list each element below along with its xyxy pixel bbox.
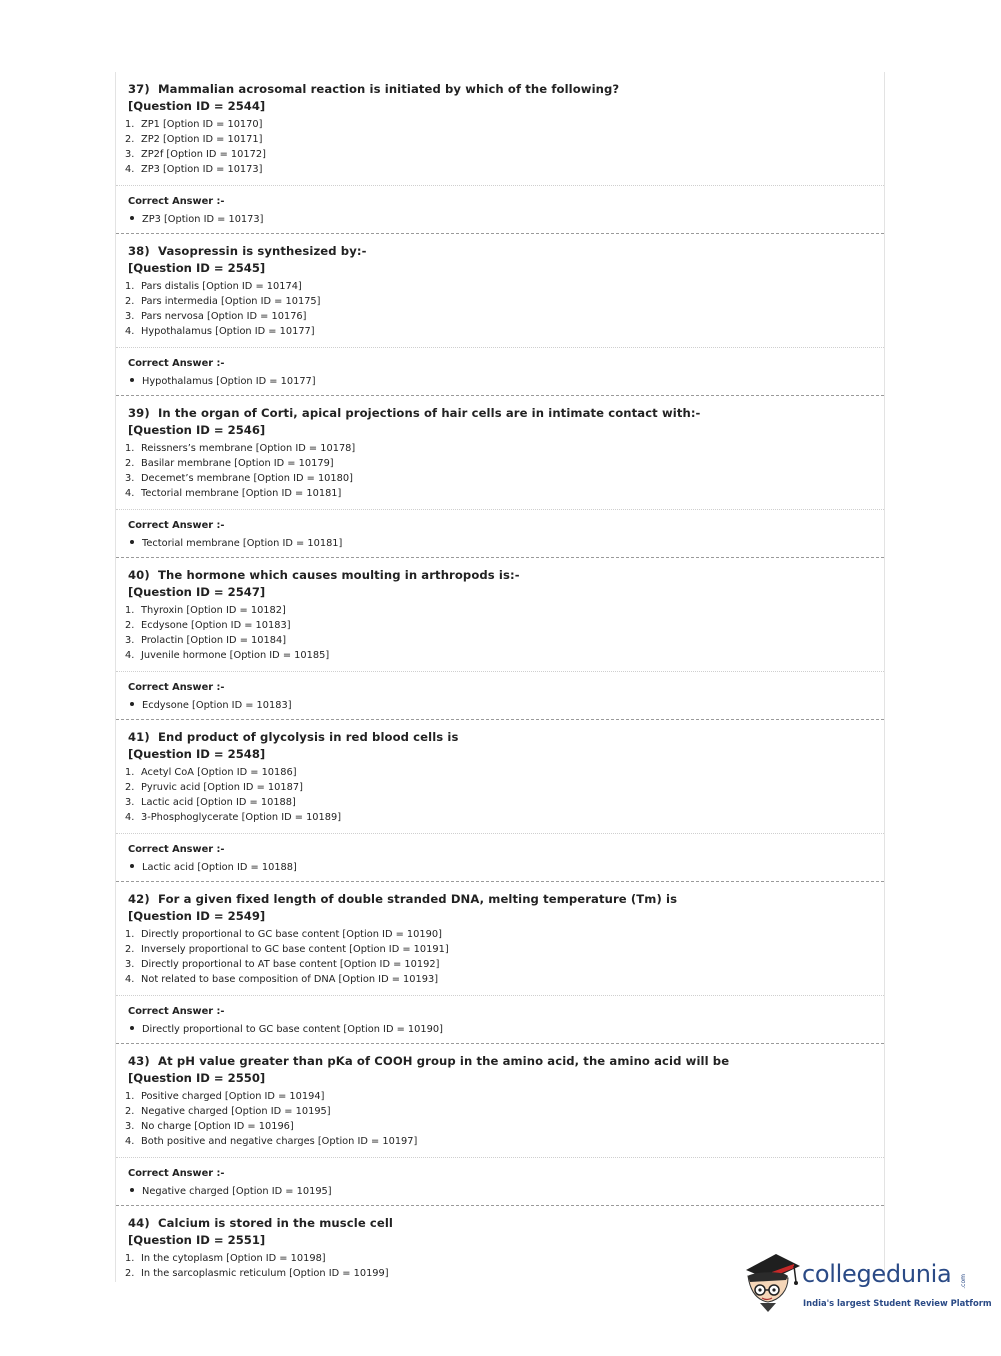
option-item: 1. Pars distalis [Option ID = 10174]: [125, 281, 302, 292]
option-item: 2. Negative charged [Option ID = 10195]: [125, 1106, 331, 1117]
option-item: 2. Pars intermedia [Option ID = 10175]: [125, 296, 321, 307]
option-item: 3. No charge [Option ID = 10196]: [125, 1121, 294, 1132]
collegedunia-logo: [742, 1250, 992, 1318]
option-list: [125, 117, 872, 177]
bullet-icon: [130, 1188, 134, 1192]
correct-answer: Tectorial membrane [Option ID = 10181]: [128, 536, 872, 551]
question-block-37: [116, 72, 884, 234]
brand-name: collegedunia: [802, 1260, 952, 1288]
option-item: 4. Juvenile hormone [Option ID = 10185]: [125, 650, 330, 661]
question-id: [Question ID = 2548]: [128, 747, 266, 761]
bullet-icon: [130, 1026, 134, 1030]
question-block-43: [116, 1044, 884, 1206]
answer-label: Correct Answer :-: [128, 682, 225, 693]
correct-answer: Hypothalamus [Option ID = 10177]: [128, 374, 872, 389]
question-part: [116, 558, 884, 672]
question-id: [Question ID = 2545]: [128, 261, 266, 275]
answer-part: [116, 996, 884, 1043]
answer-part: [116, 510, 884, 557]
option-item: 1. Thyroxin [Option ID = 10182]: [125, 605, 286, 616]
option-list: [125, 765, 872, 825]
option-list: [125, 927, 872, 987]
bullet-icon: [130, 378, 134, 382]
bullet-icon: [130, 864, 134, 868]
question-block-41: [116, 720, 884, 882]
question-id: [Question ID = 2546]: [128, 423, 266, 437]
correct-answer: Directly proportional to GC base content [Option ID = 10190]: [128, 1022, 872, 1037]
question-part: [116, 72, 884, 186]
bullet-icon: [130, 540, 134, 544]
answer-part: [116, 348, 884, 395]
answer-part: [116, 834, 884, 881]
answer-part: [116, 186, 884, 233]
correct-answer: Lactic acid [Option ID = 10188]: [128, 860, 872, 875]
option-list: [125, 441, 872, 501]
option-item: 4. Not related to base composition of DNA [Option ID = 10193]: [125, 974, 439, 985]
option-item: 1. Positive charged [Option ID = 10194]: [125, 1091, 325, 1102]
option-list: [125, 1089, 872, 1149]
option-item: 4. Tectorial membrane [Option ID = 10181]: [125, 488, 342, 499]
option-item: 3. Pars nervosa [Option ID = 10176]: [125, 311, 307, 322]
question-block-39: [116, 396, 884, 558]
option-list: [125, 279, 872, 339]
bullet-icon: [130, 216, 134, 220]
option-item: 2. Pyruvic acid [Option ID = 10187]: [125, 782, 303, 793]
option-item: 3. Decemet’s membrane [Option ID = 10180]: [125, 473, 353, 484]
question-text: 43) At pH value greater than pKa of COOH group in the amino acid, the amino acid will be: [128, 1054, 730, 1068]
brand-tagline: India's largest Student Review Platform: [803, 1298, 992, 1308]
option-item: 3. Prolactin [Option ID = 10184]: [125, 635, 287, 646]
option-item: 2. ZP2 [Option ID = 10171]: [125, 134, 263, 145]
question-text: 42) For a given fixed length of double stranded DNA, melting temperature (Tm) is: [128, 892, 678, 906]
question-part: [116, 720, 884, 834]
question-part: [116, 234, 884, 348]
option-item: 4. ZP3 [Option ID = 10173]: [125, 164, 263, 175]
question-id: [Question ID = 2544]: [128, 99, 266, 113]
option-item: 1. Acetyl CoA [Option ID = 10186]: [125, 767, 297, 778]
option-item: 3. Directly proportional to AT base content [Option ID = 10192]: [125, 959, 440, 970]
question-text: 40) The hormone which causes moulting in arthropods is:-: [128, 568, 520, 582]
correct-answer: Negative charged [Option ID = 10195]: [128, 1184, 872, 1199]
answer-part: [116, 1158, 884, 1205]
question-block-38: [116, 234, 884, 396]
question-id: [Question ID = 2551]: [128, 1233, 266, 1247]
answer-label: Correct Answer :-: [128, 844, 225, 855]
question-part: [116, 396, 884, 510]
answer-label: Correct Answer :-: [128, 196, 225, 207]
question-id: [Question ID = 2549]: [128, 909, 266, 923]
option-item: 2. Inversely proportional to GC base content [Option ID = 10191]: [125, 944, 449, 955]
bullet-icon: [130, 702, 134, 706]
option-item: 4. Hypothalamus [Option ID = 10177]: [125, 326, 315, 337]
question-block-40: [116, 558, 884, 720]
answer-part: [116, 672, 884, 719]
option-item: 2. In the sarcoplasmic reticulum [Option ID = 10199]: [125, 1268, 389, 1279]
option-item: 2. Ecdysone [Option ID = 10183]: [125, 620, 291, 631]
question-block-42: [116, 882, 884, 1044]
correct-answer: ZP3 [Option ID = 10173]: [128, 212, 872, 227]
option-item: 4. 3-Phosphoglycerate [Option ID = 10189]: [125, 812, 342, 823]
brand-suffix: .com: [960, 1274, 967, 1289]
question-text: 38) Vasopressin is synthesized by:-: [128, 244, 367, 258]
correct-answer: Ecdysone [Option ID = 10183]: [128, 698, 872, 713]
option-item: 1. Directly proportional to GC base content [Option ID = 10190]: [125, 929, 442, 940]
option-item: 3. ZP2f [Option ID = 10172]: [125, 149, 266, 160]
answer-label: Correct Answer :-: [128, 1168, 225, 1179]
answer-label: Correct Answer :-: [128, 1006, 225, 1017]
option-list: [125, 603, 872, 663]
option-item: 1. ZP1 [Option ID = 10170]: [125, 119, 263, 130]
question-text: 39) In the organ of Corti, apical projections of hair cells are in intimate contact with:-: [128, 406, 701, 420]
question-paper: [115, 72, 885, 1282]
option-item: 2. Basilar membrane [Option ID = 10179]: [125, 458, 334, 469]
option-item: 1. Reissners’s membrane [Option ID = 10178]: [125, 443, 356, 454]
question-part: [116, 882, 884, 996]
question-id: [Question ID = 2547]: [128, 585, 266, 599]
question-text: 41) End product of glycolysis in red blood cells is: [128, 730, 459, 744]
answer-label: Correct Answer :-: [128, 520, 225, 531]
option-item: 4. Both positive and negative charges [Option ID = 10197]: [125, 1136, 418, 1147]
question-part: [116, 1044, 884, 1158]
mascot-icon: [742, 1250, 800, 1316]
question-text: 37) Mammalian acrosomal reaction is initiated by which of the following?: [128, 82, 620, 96]
question-text: 44) Calcium is stored in the muscle cell: [128, 1216, 393, 1230]
question-id: [Question ID = 2550]: [128, 1071, 266, 1085]
option-item: 3. Lactic acid [Option ID = 10188]: [125, 797, 296, 808]
option-item: 1. In the cytoplasm [Option ID = 10198]: [125, 1253, 326, 1264]
answer-label: Correct Answer :-: [128, 358, 225, 369]
